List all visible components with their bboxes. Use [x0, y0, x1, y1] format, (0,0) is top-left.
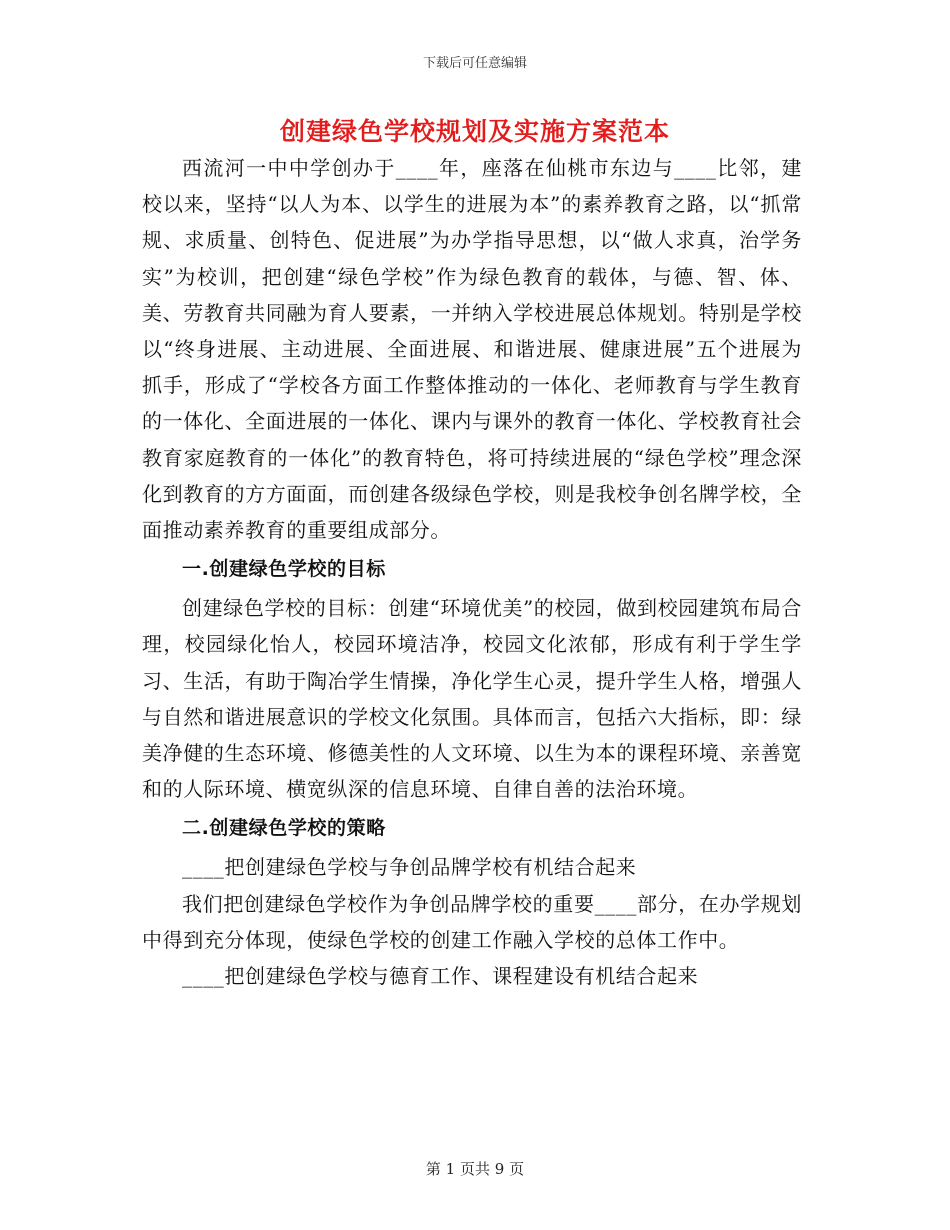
section-heading-strategy: 二.创建绿色学校的策略 — [182, 817, 386, 840]
strategy-item-1: ____把创建绿色学校与争创品牌学校有机结合起来 — [182, 855, 637, 880]
section-heading-goals: 一.创建绿色学校的目标 — [182, 558, 386, 581]
header-note: 下载后可任意编辑 — [422, 56, 527, 71]
strategy-item-1-body: 我们把创建绿色学校作为争创品牌学校的重要____部分，在办学规划中得到充分体现，使绿色学校的创建工作融入学校的总体工作中。 — [142, 891, 802, 952]
document-title: 创建绿色学校规划及实施方案范本 — [279, 117, 670, 146]
page-footer: 第 1 页共 9 页 — [425, 1160, 525, 1178]
goals-paragraph: 创建绿色学校的目标：创建“环境优美”的校园，做到校园建筑布局合理，校园绿化怡人，校园环境洁净，校园文化浓郁，形成有利于学生学习、生活，有助于陶冶学生情操，净化学生心灵，提升学生人格，增强人与自然和谐进展意识的学校文化氛围。具体而言，包括六大指标，即：绿美净健的生态环境、修德美性的人文环境、以生为本的课程环境、亲善宽和的人际环境、横宽纵深的信息环境、自律自善的法治环境。 — [142, 596, 802, 802]
intro-paragraph: 西流河一中中学创办于____年，座落在仙桃市东边与____比邻，建校以来，坚持“以人为本、以学生的进展为本”的素养教育之路，以“抓常规、求质量、创特色、促进展”为办学指导思想，以“做人求真，治学务实”为校训，把创建“绿色学校”作为绿色教育的载体，与德、智、体、美、劳教育共同融为育人要素，一并纳入学校进展总体规划。特别是学校以“终身进展、主动进展、全面进展、和谐进展、健康进展”五个进展为抓手，形成了“学校各方面工作整体推动的一体化、老师教育与学生教育的一体化、全面进展的一体化、课内与课外的教育一体化、学校教育社会教育家庭教育的一体化”的教育特色，将可持续进展的“绿色学校”理念深化到教育的方方面面，而创建各级绿色学校，则是我校争创名牌学校，全面推动素养教育的重要组成部分。 — [142, 156, 802, 543]
document-body — [142, 150, 802, 994]
strategy-item-2: ____把创建绿色学校与德育工作、课程建设有机结合起来 — [182, 964, 699, 989]
